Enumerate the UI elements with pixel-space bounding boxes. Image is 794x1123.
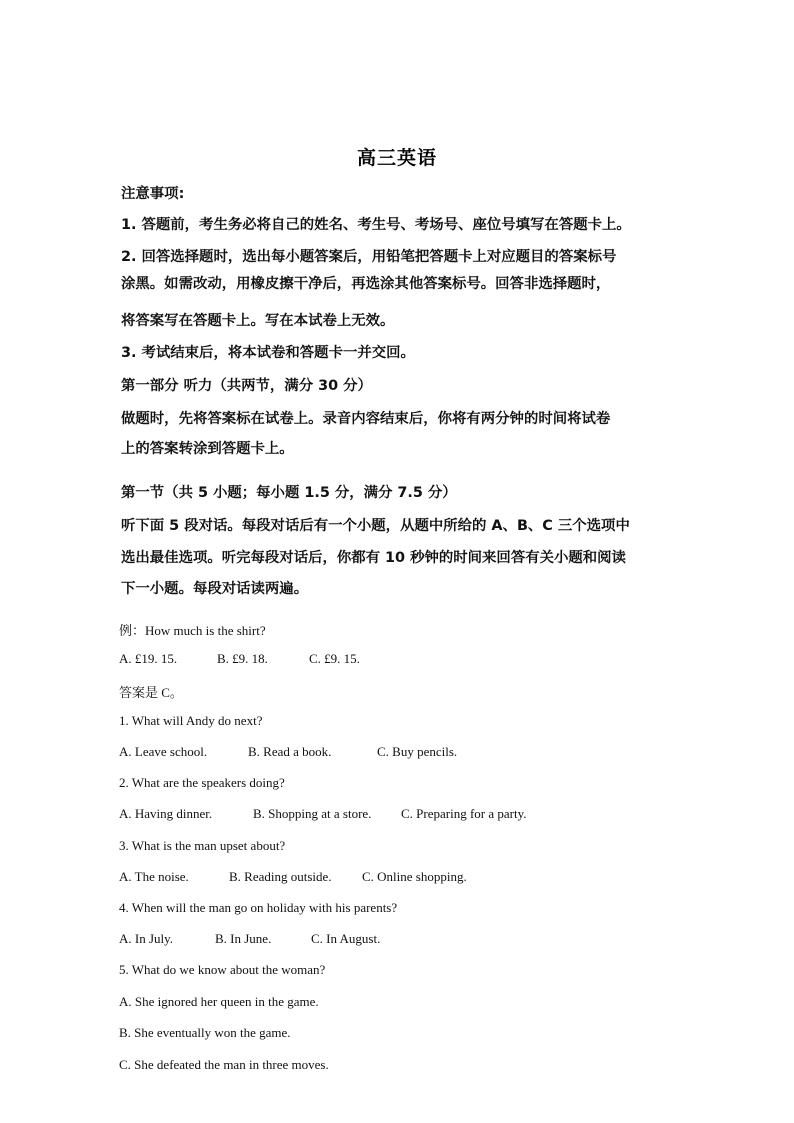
question-3-option-c: C. Online shopping. xyxy=(362,869,467,884)
example-option-a: A. £19. 15. xyxy=(119,651,178,666)
question-2-option-c: C. Preparing for a party. xyxy=(401,806,527,821)
notice-item-3: 3. 考试结束后，将本试卷和答题卡一并交回。 xyxy=(121,345,415,361)
part-1-heading: 第一部分 听力（共两节，满分 30 分） xyxy=(121,378,372,394)
question-3-option-a: A. The noise. xyxy=(119,869,189,884)
question-2-option-a: A. Having dinner. xyxy=(119,806,213,821)
question-4-option-a: A. In July. xyxy=(119,931,174,946)
example-answer: 答案是 C。 xyxy=(119,685,183,700)
question-1-option-b: B. Read a book. xyxy=(248,744,332,759)
question-3: 3. What is the man upset about? xyxy=(119,838,286,853)
question-2: 2. What are the speakers doing? xyxy=(119,775,285,790)
example-question: 例：How much is the shirt? xyxy=(119,623,266,638)
part-1-instruction-line-2: 上的答案转涂到答题卡上。 xyxy=(121,441,294,457)
question-2-options xyxy=(119,806,527,822)
question-4-options xyxy=(119,931,380,947)
section-1-instruction-line-1: 听下面 5 段对话。每段对话后有一个小题，从题中所给的 A、B、C 三个选项中 xyxy=(121,518,630,534)
question-1-option-a: A. Leave school. xyxy=(119,744,208,759)
question-1: 1. What will Andy do next? xyxy=(119,713,263,728)
notice-item-1: 1. 答题前，考生务必将自己的姓名、考生号、考场号、座位号填写在答题卡上。 xyxy=(121,217,631,233)
section-1-instruction-line-2: 选出最佳选项。听完每段对话后，你都有 10 秒钟的时间来回答有关小题和阅读 xyxy=(121,550,626,566)
section-1-instruction-line-3: 下一小题。每段对话读两遍。 xyxy=(121,581,309,597)
question-3-option-b: B. Reading outside. xyxy=(229,869,332,884)
example-option-c: C. £9. 15. xyxy=(309,651,360,666)
question-1-options xyxy=(119,744,457,760)
question-5-option-c: C. She defeated the man in three moves. xyxy=(119,1057,329,1072)
notice-item-2-line-2: 涂黑。如需改动，用橡皮擦干净后，再选涂其他答案标号。回答非选择题时， xyxy=(121,276,611,292)
question-1-option-c: C. Buy pencils. xyxy=(377,744,458,759)
question-4-option-b: B. In June. xyxy=(215,931,272,946)
question-5-option-b: B. She eventually won the game. xyxy=(119,1025,291,1040)
notice-item-2-line-3: 将答案写在答题卡上。写在本试卷上无效。 xyxy=(121,313,395,329)
question-5-option-a: A. She ignored her queen in the game. xyxy=(119,994,319,1009)
question-4: 4. When will the man go on holiday with his parents? xyxy=(119,900,398,915)
page-title: 高三英语 xyxy=(356,147,437,169)
notice-heading: 注意事项: xyxy=(121,186,185,202)
example-option-b: B. £9. 18. xyxy=(217,651,268,666)
part-1-instruction-line-1: 做题时，先将答案标在试卷上。录音内容结束后，你将有两分钟的时间将试卷 xyxy=(121,411,611,427)
example-options xyxy=(119,651,360,667)
notice-item-2-line-1: 2. 回答选择题时，选出每小题答案后，用铅笔把答题卡上对应题目的答案标号 xyxy=(121,249,617,265)
question-5: 5. What do we know about the woman? xyxy=(119,962,326,977)
question-4-option-c: C. In August. xyxy=(311,931,381,946)
question-2-option-b: B. Shopping at a store. xyxy=(253,806,372,821)
section-1-heading: 第一节（共 5 小题；每小题 1.5 分，满分 7.5 分） xyxy=(121,485,457,501)
question-3-options xyxy=(119,869,467,885)
